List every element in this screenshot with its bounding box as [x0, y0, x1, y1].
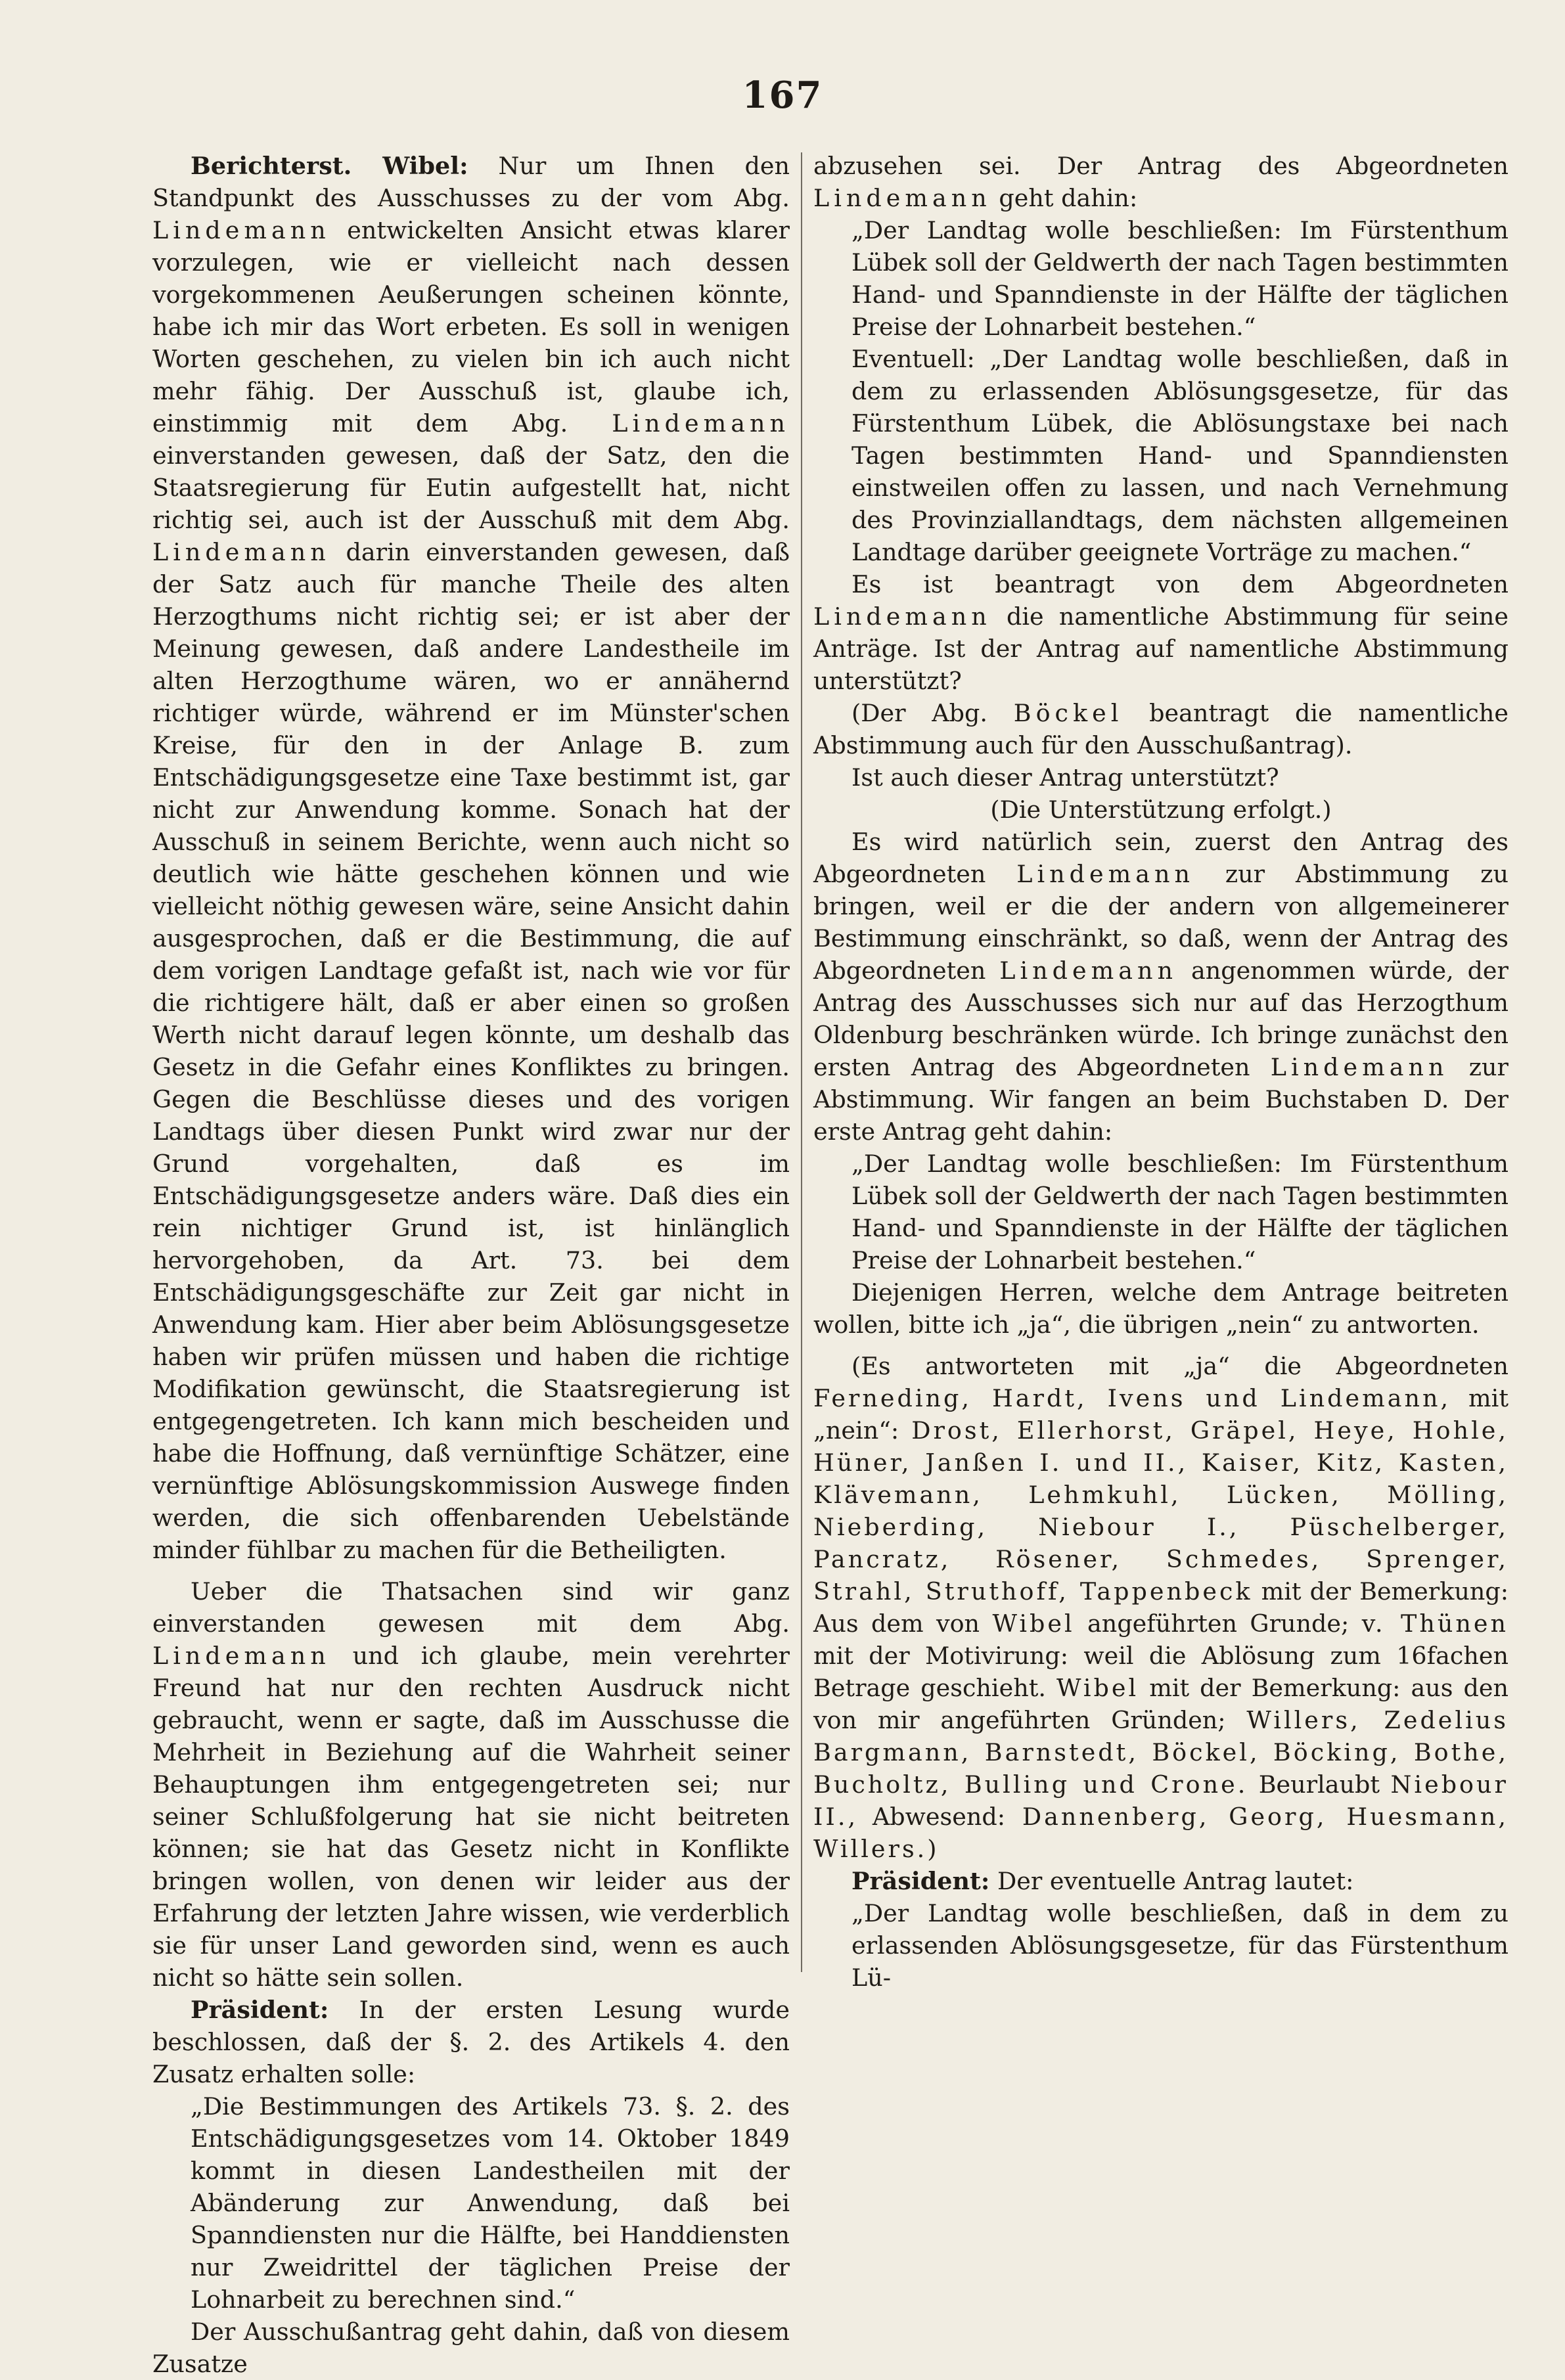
page-number: 167 [742, 74, 823, 117]
quote-entschaedigungsgesetz: „Die Bestimmungen des Artikels 73. §. 2. des Entschädigungsgesetzes vom 14. Oktober 1849 kommt in diesen Landestheilen mit der Abänderung zur Anwendung, daß bei Spanndiensten nur die Hälfte, bei Handdiensten nur Zweidrittel der täglichen Preise der Lohnarbeit zu berechnen sind.“ [191, 2092, 790, 2314]
spaced-name: Ferneding, Hardt, Ivens und Lindemann, [813, 1384, 1451, 1412]
text-run: (Es antworteten mit „ja“ die Abgeordneten [851, 1352, 1508, 1380]
spaced-name: Lindemann [813, 184, 991, 212]
speaker-label: Präsident: [851, 1867, 990, 1895]
spaced-name: Lindemann [152, 1642, 330, 1670]
spaced-name: v. Thünen [1361, 1609, 1508, 1638]
text-run: beantragt die namentliche Abstimmung auch für den Ausschußantrag). [813, 699, 1508, 759]
text-run: mit „nein“: [813, 1384, 1508, 1445]
text-run: mit der Bemerkung: aus den von mir angeführten Gründen; [813, 1674, 1508, 1734]
spaced-name: Wibel [992, 1609, 1075, 1638]
text-run: , Abwesend: [848, 1803, 1022, 1831]
quote-lindemann-motion: „Der Landtag wolle beschließen: Im Fürstenthum Lübek soll der Geldwerth der nach Tagen bestimmten Hand- und Spanndienste in der Hälfte der täglichen Preise der Lohnarbeit bestehen.“ [851, 216, 1508, 341]
paragraph-voting-order [813, 826, 1508, 1148]
speaker-label: Präsident: [191, 1996, 329, 2024]
paragraph-vote-instruction: Diejenigen Herren, welche dem Antrage beitreten wollen, bitte ich „ja“, die übrigen „nein“ zu antworten. [813, 1278, 1508, 1339]
paragraph-praesident-first-reading [152, 1994, 790, 2090]
spaced-name: Niebour II. [813, 1770, 1508, 1831]
text-run: In der ersten Lesung wurde beschlossen, daß der §. 2. des Artikels 4. den Zusatz erhalten solle: [152, 1996, 790, 2088]
text-run: abzusehen sei. Der Antrag des Abgeordneten [813, 152, 1508, 180]
quote-eventual-motion: Eventuell: „Der Landtag wolle beschließen, daß in dem zu erlassenden Ablösungsgesetze, für das Fürstenthum Lübek, die Ablösungstaxe bei nach Tagen bestimmten Hand- und Spanndiensten einstweilen offen zu lassen, und nach Vernehmung des Provinziallandtags, dem nächsten allgemeinen Landtage darüber geeignete Vorträge zu machen.“ [851, 345, 1508, 566]
text-run: geht dahin: [991, 184, 1138, 212]
spaced-name: Böckel [1013, 699, 1123, 727]
spaced-name: Drost, Ellerhorst, Gräpel, Heye, Hohle, Hüner, Janßen I. und II., Kaiser, Kitz, Kasten, Klävemann, Lehmkuhl, Lücken, Mölling, Nieberding, Niebour I., Püschelberger, Pancratz, Rösener, Schmedes, Sprenger, Strahl, Struthoff, Tappenbeck [813, 1416, 1508, 1605]
speaker-label: Berichterst. Wibel: [191, 152, 468, 180]
quote-eventual-motion-repeat: „Der Landtag wolle beschließen, daß in dem zu erlassenden Ablösungsgesetze, für das Fürstenthum Lü- [851, 1899, 1508, 1992]
paragraph-vote-results [813, 1350, 1508, 1865]
spaced-name: Lindemann [1016, 860, 1195, 888]
left-column [152, 150, 790, 2378]
text-run: Beurlaubt [1248, 1770, 1391, 1799]
text-run: mit der Bemerkung: Aus dem von [813, 1577, 1508, 1638]
column-divider [801, 152, 802, 1972]
text-run: zur Abstimmung. Wir fangen an beim Buchstaben D. Der erste Antrag geht dahin: [813, 1053, 1508, 1146]
paragraph-boeckel-note [813, 697, 1508, 761]
text-run: ) [927, 1835, 937, 1863]
text-run: die namentliche Abstimmung für seine Anträge. Ist der Antrag auf namentliche Abstimmung unterstützt? [813, 602, 1508, 695]
spaced-name: Lindemann [152, 216, 330, 244]
text-run: entwickelten Ansicht etwas klarer vorzulegen, wie er vielleicht nach dessen vorgekommenen Aeußerungen scheinen könnte, habe ich mir das Wort erbeten. Es soll in wenigen Worten geschehen, zu vielen bin ich auch nicht mehr fähig. Der Ausschuß ist, glaube ich, einstimmig mit dem Abg. [152, 216, 790, 438]
text-run: Es wird natürlich sein, zuerst den Antrag des Abgeordneten [813, 828, 1508, 888]
text-run: darin einverstanden gewesen, daß der Satz auch für manche Theile des alten Herzogthums nicht richtig sei; er ist aber der Meinung gewesen, daß andere Landestheile im alten Herzogthume wären, wo er annähernd richtiger würde, während er im Münster'schen Kreise, für den in der Anlage B. zum Entschädigungsgesetze eine Taxe bestimmt ist, gar nicht zur Anwendung komme. Sonach hat der Ausschuß in seinem Berichte, wenn auch nicht so deutlich wie hätte geschehen können und wie vielleicht nöthig gewesen wäre, seine Ansicht dahin ausgesprochen, daß er die Bestimmung, die auf dem vorigen Landtage gefaßt ist, nach wie vor für die richtigere hält, daß er aber einen so großen Werth nicht darauf legen könnte, um deshalb das Gesetz in die Gefahr eines Konfliktes zu bringen. Gegen die Beschlüsse dieses und des vorigen Landtags über diesen Punkt wird zwar nur der Grund vorgehalten, daß es im Entschädigungsgesetze anders wäre. Daß dies ein rein nichtiger Grund ist, ist hinlänglich hervorgehoben, da Art. 73. bei dem Entschädigungsgeschäfte zur Zeit gar nicht in Anwendung kam. Hier aber beim Ablösungsgesetze haben wir prüfen müssen und haben die richtige Modifikation gewünscht, die Staatsregierung ist entgegengetreten. Ich kann mich bescheiden und habe die Hoffnung, daß vernünftige Schätzer, eine vernünftige Ablösungskommission Auswege finden werden, die sich offenbarenden Uebelstände minder fühlbar zu machen für die Betheiligten. [152, 538, 790, 1564]
paragraph-support-question: Ist auch dieser Antrag unterstützt? [851, 763, 1279, 792]
spaced-name: Lindemann [1270, 1053, 1449, 1081]
spaced-name: Lindemann [813, 602, 991, 631]
text-run: angenommen würde, der Antrag des Ausschusses sich nur auf das Herzogthum Oldenburg beschränken würde. Ich bringe zunächst den ersten Antrag des Abgeordneten [813, 956, 1508, 1081]
paragraph-praesident-eventual [813, 1865, 1508, 1897]
paragraph-continuation [813, 150, 1508, 214]
paragraph-support-given: (Die Unterstützung erfolgt.) [990, 796, 1332, 824]
text-run: Der eventuelle Antrag lautet: [989, 1867, 1354, 1895]
paragraph-wibel-speech [152, 150, 790, 1566]
text-run: zur Abstimmung zu bringen, weil er die der andern von allgemeinerer Bestimmung einschränkt, so daß, wenn der Antrag des Abgeordneten [813, 860, 1508, 985]
spaced-name: Wibel [1056, 1674, 1139, 1702]
spaced-name: Lindemann [612, 409, 790, 438]
paragraph-thatsachen [152, 1575, 790, 1994]
paragraph-roll-call-request [813, 568, 1508, 697]
right-column [813, 150, 1508, 1992]
text-run: Nur um Ihnen den Standpunkt des Ausschusses zu der vom Abg. [152, 152, 790, 212]
paragraph-ausschussantrag: Der Ausschußantrag geht dahin, daß von diesem Zusatze [152, 2318, 790, 2378]
spaced-name: Willers, Zedelius Bargmann, Barnstedt, Böckel, Böcking, Bothe, Bucholtz, Bulling und Crone. [813, 1706, 1508, 1799]
text-run: einverstanden gewesen, daß der Satz, den die Staatsregierung für Eutin aufgestellt hat, nicht richtig sei, auch ist der Ausschuß mit dem Abg. [152, 441, 790, 534]
spaced-name: Lindemann [999, 956, 1178, 985]
spaced-name: Dannenberg, Georg, Huesmann, Willers. [813, 1803, 1508, 1863]
text-run: angeführten Grunde; [1074, 1609, 1362, 1638]
text-run: Es ist beantragt von dem Abgeordneten [851, 570, 1508, 598]
spaced-name: Lindemann [152, 538, 330, 566]
text-run: und ich glaube, mein verehrter Freund hat nur den rechten Ausdruck nicht gebraucht, wenn er sagte, daß im Ausschusse die Mehrheit in Beziehung auf die Wahrheit seiner Behauptungen ihm entgegengetreten sei; nur seiner Schlußfolgerung hat sie nicht beitreten können; sie hat das Gesetz nicht in Konflikte bringen wollen, von denen wir leider aus der Erfahrung der letzten Jahre wissen, wie verderblich sie für unser Land geworden sind, wenn es auch nicht so hätte sein sollen. [152, 1642, 790, 1992]
text-run: mit der Motivirung: weil die Ablösung zum 16fachen Betrage geschieht. [813, 1642, 1508, 1702]
quote-first-motion-repeat: „Der Landtag wolle beschließen: Im Fürstenthum Lübek soll der Geldwerth der nach Tagen bestimmten Hand- und Spanndienste in der Hälfte der täglichen Preise der Lohnarbeit bestehen.“ [851, 1150, 1508, 1274]
text-run: (Der Abg. [851, 699, 1014, 727]
text-run: Ueber die Thatsachen sind wir ganz einverstanden gewesen mit dem Abg. [152, 1577, 790, 1638]
